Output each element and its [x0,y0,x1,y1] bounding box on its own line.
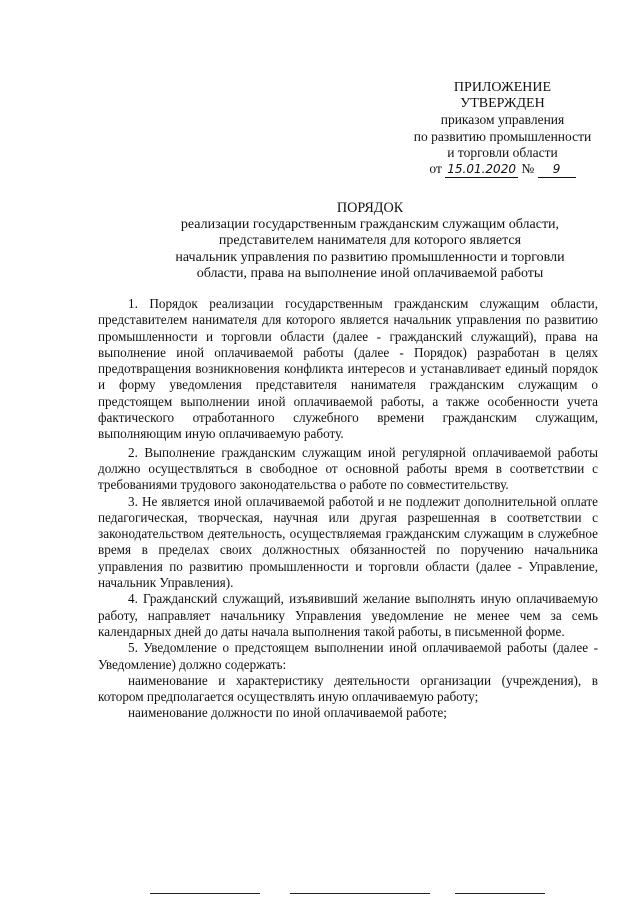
header-region-line: и торговли области [447,144,558,160]
date-prefix: от [429,161,442,177]
header-appendix: ПРИЛОЖЕНИЕ [453,80,552,95]
paragraph-5-item-2: наименование должности по иной оплачиваемой работе; [128,705,447,721]
paragraph-4: 4. Гражданский служащий, изъявивший желание выполнять иную оплачиваемую работу, направляет начальнику Управления уведомление не менее чем за семь календарных дней до даты начала выполнения такой работы, в письменной форме. [98,591,598,639]
title-line-4: области, права на выполнение иной оплачиваемой работы [196,265,544,281]
number-prefix: № [521,161,535,177]
handwritten-date: 15.01.2020 [445,161,518,178]
title-heading: ПОРЯДОК [336,200,404,216]
handwritten-number: 9 [538,161,576,178]
footer-rule-segment [455,893,545,894]
document-title [150,200,590,282]
header-date-line [395,161,610,178]
page-footer-rule [0,893,640,895]
paragraph-5-item-1: наименование и характеристику деятельности организации (учреждения), в котором предполагается осуществлять иную оплачиваемую работу; [98,672,598,705]
paragraph-3: 3. Не является иной оплачиваемой работой и не подлежит дополнительной оплате педагогическая, творческая, научная или другая разрешенная в соответствии с законодательством деятельность, осуществляемая гражданским служащим в служебное время в пределах своих должностных обязанностей по поручению начальника управления по развитию промышленности и торговли области (далее - Управление, начальник Управления). [98,493,598,591]
title-line-2: представителем нанимателя для которого является [218,233,522,249]
paragraph-1: 1. Порядок реализации государственным гражданским служащим области, представителем нанимателя для которого является начальник управления по развитию промышленности и торговли области (далее - гражданский служащий), права на выполнение иной оплачиваемой работы (далее - Порядок) разработан в целях предотвращения возникновения конфликта интересов и устанавливает единый порядок и форму уведомления представителя нанимателя гражданским служащим о предстоящем выполнении иной оплачиваемой работы, а также особенности учета фактического отработанного служебного времени гражданским служащим, выполняющим иную оплачиваемую работу. [98,296,598,442]
footer-rule-segment [290,893,430,894]
title-line-1: реализации государственным гражданским служащим области, [180,217,560,233]
document-body [98,296,598,722]
header-approved: УТВЕРЖДЕН [460,96,545,112]
paragraph-5: 5. Уведомление о предстоящем выполнении иной оплачиваемой работы (далее - Уведомление) должно содержать: [98,640,598,672]
header-order-line: приказом управления [440,112,565,128]
approval-header [395,80,610,178]
title-line-3: начальник управления по развитию промышленности и торговли [175,249,565,265]
header-department-line: по развитию промышленности [413,128,592,144]
paragraph-2: 2. Выполнение гражданским служащим иной регулярной оплачиваемой работы должно осуществляться в свободное от основной работы время в соответствии с требованиями трудового законодательства о работе по совместительству. [98,444,598,493]
footer-rule-segment [150,893,260,894]
